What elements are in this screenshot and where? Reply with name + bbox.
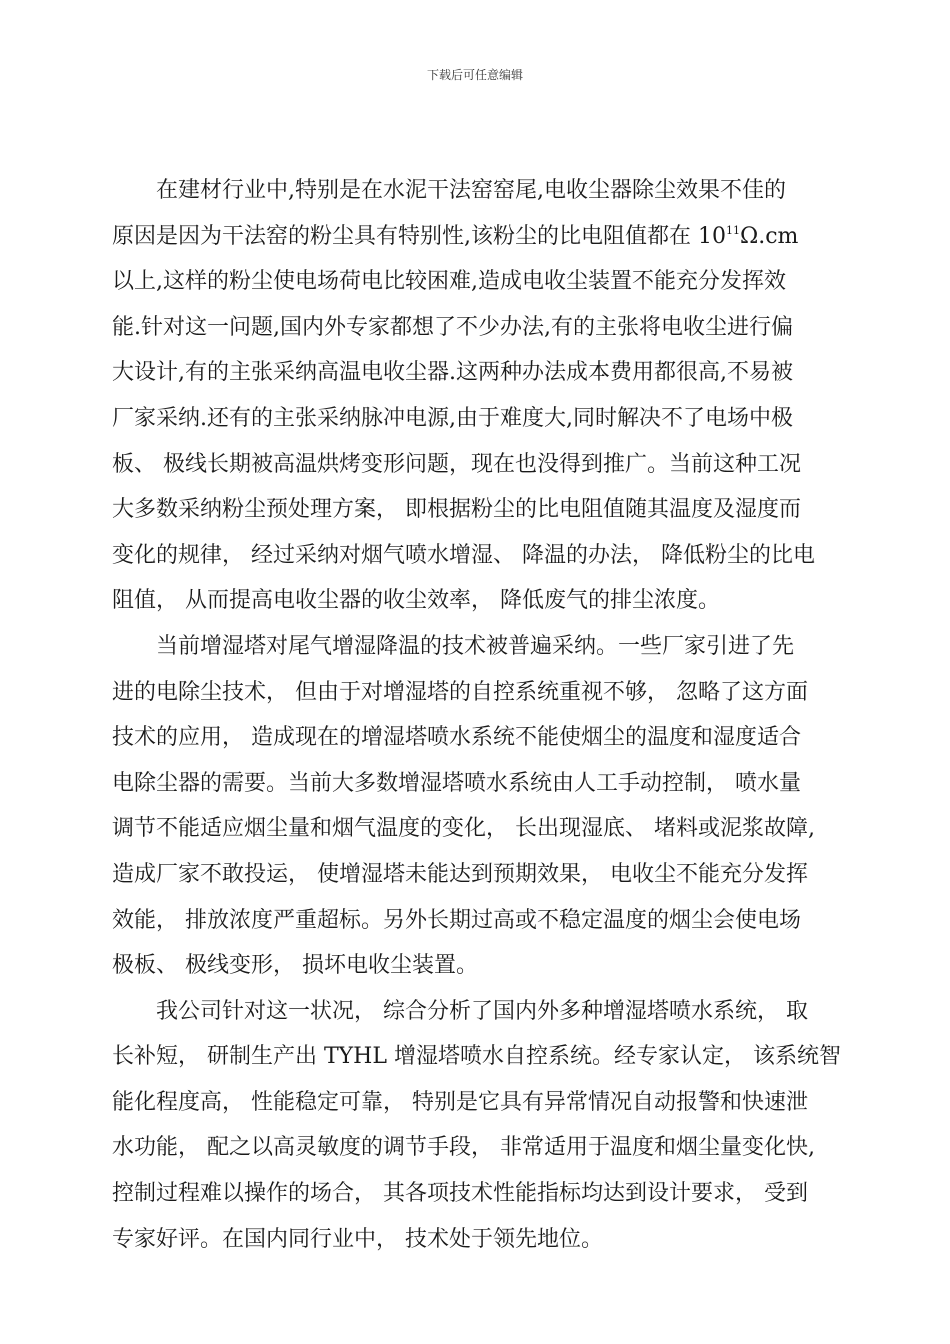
text-line: 能.针对这一问题,国内外专家都想了不少办法,有的主张将电收尘进行偏 bbox=[112, 314, 793, 340]
text-line: 当前增湿塔对尾气增湿降温的技术被普遍采纳。一些厂家引进了先 bbox=[156, 633, 795, 659]
resistivity-unit: Ω.cm bbox=[740, 223, 799, 249]
text-line: 长补短， 研制生产出 TYHL 增湿塔喷水自控系统。经专家认定， 该系统智 bbox=[112, 1044, 841, 1070]
text-line: 造成厂家不敢投运， 使增湿塔未能达到预期效果， 电收尘不能充分发挥 bbox=[112, 861, 808, 887]
text-line: 我公司针对这一状况， 综合分析了国内外多种增湿塔喷水系统， 取 bbox=[156, 998, 808, 1024]
page-header-note: 下载后可任意编辑 bbox=[426, 68, 523, 82]
text-line: 进的电除尘技术， 但由于对增湿塔的自控系统重视不够， 忽略了这方面 bbox=[112, 679, 808, 705]
resistivity-base: 10 bbox=[698, 223, 726, 249]
text-line: 在建材行业中,特别是在水泥干法窑窑尾,电收尘器除尘效果不佳的 bbox=[156, 178, 786, 203]
text-line: 专家好评。在国内同行业中， 技术处于领先地位。 bbox=[112, 1226, 603, 1252]
text-line: 电除尘器的需要。当前大多数增湿塔喷水系统由人工手动控制， 喷水量 bbox=[112, 770, 801, 796]
paragraph-2 bbox=[112, 624, 854, 989]
text-line: 厂家采纳.还有的主张采纳脉冲电源,由于难度大,同时解决不了电场中极 bbox=[112, 405, 793, 431]
text-line: 以上,这样的粉尘使电场荷电比较困难,造成电收尘装置不能充分发挥效 bbox=[112, 269, 786, 295]
text-line: 板、 极线长期被高温烘烤变形问题，现在也没得到推广。当前这种工况 bbox=[112, 451, 801, 477]
text-line: 控制过程难以操作的场合， 其各项技术性能指标均达到设计要求， 受到 bbox=[112, 1181, 808, 1207]
paragraph-3 bbox=[112, 989, 854, 1263]
text-segment: 原因是因为干法窑的粉尘具有特别性,该粉尘的比电阻值都在 bbox=[112, 223, 691, 249]
text-line: 调节不能适应烟尘量和烟气温度的变化， 长出现湿底、 堵料或泥浆故障, bbox=[112, 816, 815, 842]
text-line: 大设计,有的主张采纳高温电收尘器.这两种办法成本费用都很高,不易被 bbox=[112, 360, 793, 386]
text-line: 技术的应用， 造成现在的增湿塔喷水系统不能使烟尘的温度和湿度适合 bbox=[112, 725, 801, 751]
text-line: 能化程度高， 性能稳定可靠， 特别是它具有异常情况自动报警和快速泄 bbox=[112, 1089, 808, 1115]
text-line: 大多数采纳粉尘预处理方案， 即根据粉尘的比电阻值随其温度及湿度而 bbox=[112, 497, 801, 523]
resistivity-exponent: 11 bbox=[726, 223, 740, 237]
text-line: 阻值， 从而提高电收尘器的收尘效率， 降低废气的排尘浓度。 bbox=[112, 588, 720, 614]
text-line bbox=[112, 214, 854, 260]
paragraph-1 bbox=[112, 168, 854, 624]
text-line: 水功能， 配之以高灵敏度的调节手段， 非常适用于温度和烟尘量变化快, bbox=[112, 1135, 815, 1161]
text-line: 变化的规律， 经过采纳对烟气喷水增湿、 降温的办法， 降低粉尘的比电 bbox=[112, 542, 815, 568]
text-line: 效能， 排放浓度严重超标。另外长期过高或不稳定温度的烟尘会使电场 bbox=[112, 907, 801, 933]
text-line: 极板、 极线变形， 损坏电收尘装置。 bbox=[112, 953, 478, 979]
document-body bbox=[112, 168, 854, 1262]
